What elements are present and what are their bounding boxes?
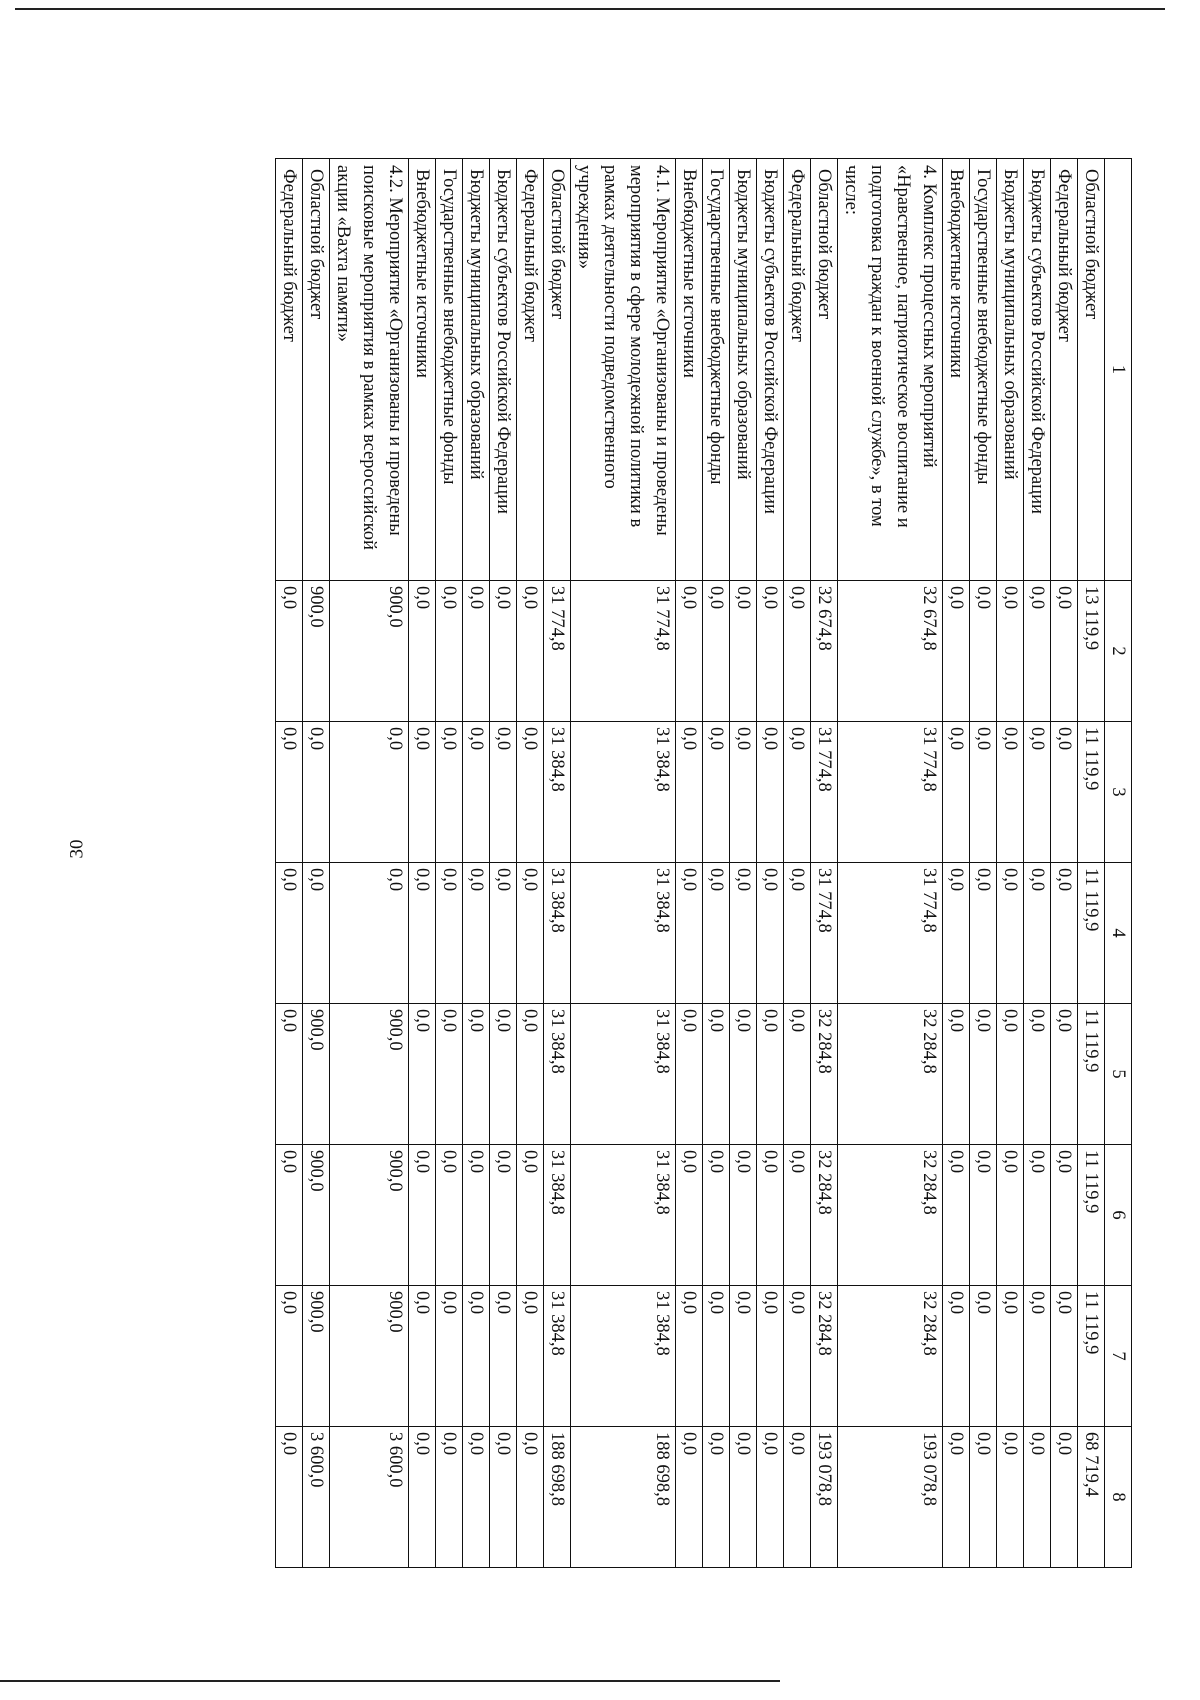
value-cell: 900,0 bbox=[330, 1145, 409, 1286]
value-cell: 31 384,8 bbox=[544, 863, 571, 1004]
row-label: Федеральный бюджет bbox=[1051, 159, 1078, 581]
value-cell: 0,0 bbox=[676, 581, 703, 722]
value-cell: 0,0 bbox=[276, 1286, 303, 1427]
table-row bbox=[757, 159, 784, 1568]
value-cell: 900,0 bbox=[303, 1004, 330, 1145]
value-cell: 31 774,8 bbox=[811, 863, 838, 1004]
table-row bbox=[303, 159, 330, 1568]
value-cell: 0,0 bbox=[436, 581, 463, 722]
value-cell: 0,0 bbox=[276, 722, 303, 863]
value-cell: 0,0 bbox=[1024, 1427, 1051, 1568]
value-cell: 0,0 bbox=[997, 581, 1024, 722]
value-cell: 0,0 bbox=[970, 581, 997, 722]
value-cell: 0,0 bbox=[490, 863, 517, 1004]
value-cell: 0,0 bbox=[490, 581, 517, 722]
value-cell: 0,0 bbox=[1051, 1145, 1078, 1286]
value-cell: 0,0 bbox=[997, 1145, 1024, 1286]
value-cell: 900,0 bbox=[330, 1286, 409, 1427]
value-cell: 188 698,8 bbox=[571, 1427, 676, 1568]
value-cell: 0,0 bbox=[1024, 1286, 1051, 1427]
row-label: 4.1. Мероприятие «Организованы и проведены мероприятия в сфере молодежной политики в рамках деятельности подведомственного учреждения» bbox=[571, 159, 676, 581]
value-cell: 0,0 bbox=[330, 722, 409, 863]
value-cell: 31 384,8 bbox=[544, 1286, 571, 1427]
row-label: Бюджеты субъектов Российской Федерации bbox=[490, 159, 517, 581]
value-cell: 0,0 bbox=[1024, 722, 1051, 863]
value-cell: 0,0 bbox=[303, 722, 330, 863]
value-cell: 0,0 bbox=[1051, 722, 1078, 863]
value-cell: 11 119,9 bbox=[1078, 863, 1105, 1004]
value-cell: 0,0 bbox=[1051, 1004, 1078, 1145]
value-cell: 900,0 bbox=[330, 1004, 409, 1145]
value-cell: 0,0 bbox=[970, 863, 997, 1004]
row-label: Бюджеты субъектов Российской Федерации bbox=[1024, 159, 1051, 581]
value-cell: 0,0 bbox=[730, 1145, 757, 1286]
row-label: Внебюджетные источники bbox=[676, 159, 703, 581]
row-label: Бюджеты муниципальных образований bbox=[997, 159, 1024, 581]
table-row bbox=[463, 159, 490, 1568]
table-row bbox=[409, 159, 436, 1568]
value-cell: 11 119,9 bbox=[1078, 722, 1105, 863]
value-cell: 0,0 bbox=[703, 1286, 730, 1427]
value-cell: 0,0 bbox=[757, 1004, 784, 1145]
value-cell: 0,0 bbox=[490, 1145, 517, 1286]
value-cell: 0,0 bbox=[970, 722, 997, 863]
row-label: Федеральный бюджет bbox=[276, 159, 303, 581]
value-cell: 0,0 bbox=[784, 1004, 811, 1145]
value-cell: 13 119,9 bbox=[1078, 581, 1105, 722]
row-label: Государственные внебюджетные фонды bbox=[970, 159, 997, 581]
value-cell: 0,0 bbox=[517, 1286, 544, 1427]
value-cell: 0,0 bbox=[730, 581, 757, 722]
value-cell: 0,0 bbox=[490, 1286, 517, 1427]
table-row bbox=[703, 159, 730, 1568]
value-cell: 0,0 bbox=[1024, 1004, 1051, 1145]
header-cell: 7 bbox=[1105, 1286, 1132, 1427]
value-cell: 0,0 bbox=[490, 722, 517, 863]
row-label: Областной бюджет bbox=[303, 159, 330, 581]
row-label: Бюджеты субъектов Российской Федерации bbox=[757, 159, 784, 581]
header-row bbox=[1105, 159, 1132, 1568]
table-row bbox=[330, 159, 409, 1568]
row-label: Федеральный бюджет bbox=[517, 159, 544, 581]
row-label: Государственные внебюджетные фонды bbox=[436, 159, 463, 581]
table-row bbox=[544, 159, 571, 1568]
value-cell: 0,0 bbox=[730, 1004, 757, 1145]
value-cell: 900,0 bbox=[303, 1145, 330, 1286]
row-label: Областной бюджет bbox=[544, 159, 571, 581]
value-cell: 0,0 bbox=[463, 1145, 490, 1286]
value-cell: 0,0 bbox=[676, 1427, 703, 1568]
value-cell: 0,0 bbox=[463, 581, 490, 722]
value-cell: 0,0 bbox=[409, 1004, 436, 1145]
value-cell: 0,0 bbox=[436, 1286, 463, 1427]
value-cell: 0,0 bbox=[676, 1145, 703, 1286]
value-cell: 0,0 bbox=[757, 1286, 784, 1427]
value-cell: 0,0 bbox=[703, 1004, 730, 1145]
value-cell: 0,0 bbox=[517, 722, 544, 863]
value-cell: 32 674,8 bbox=[838, 581, 943, 722]
value-cell: 0,0 bbox=[1024, 1145, 1051, 1286]
row-label: 4.2. Мероприятие «Организованы и проведены поисковые мероприятия в рамках всероссийской акции «Вахта памяти» bbox=[330, 159, 409, 581]
table-row bbox=[970, 159, 997, 1568]
value-cell: 68 719,4 bbox=[1078, 1427, 1105, 1568]
table-row bbox=[1024, 159, 1051, 1568]
value-cell: 0,0 bbox=[676, 722, 703, 863]
table-row bbox=[276, 159, 303, 1568]
value-cell: 31 384,8 bbox=[571, 1145, 676, 1286]
table-row bbox=[517, 159, 544, 1568]
value-cell: 0,0 bbox=[463, 1004, 490, 1145]
value-cell: 0,0 bbox=[970, 1004, 997, 1145]
value-cell: 3 600,0 bbox=[330, 1427, 409, 1568]
value-cell: 0,0 bbox=[997, 1427, 1024, 1568]
value-cell: 0,0 bbox=[517, 581, 544, 722]
value-cell: 31 384,8 bbox=[544, 1004, 571, 1145]
value-cell: 0,0 bbox=[784, 1286, 811, 1427]
value-cell: 0,0 bbox=[970, 1286, 997, 1427]
table-row bbox=[943, 159, 970, 1568]
value-cell: 0,0 bbox=[730, 1427, 757, 1568]
table-row bbox=[490, 159, 517, 1568]
value-cell: 0,0 bbox=[784, 863, 811, 1004]
value-cell: 0,0 bbox=[970, 1427, 997, 1568]
value-cell: 32 674,8 bbox=[811, 581, 838, 722]
value-cell: 0,0 bbox=[703, 581, 730, 722]
value-cell: 0,0 bbox=[997, 1004, 1024, 1145]
table-row bbox=[571, 159, 676, 1568]
value-cell: 32 284,8 bbox=[811, 1286, 838, 1427]
page-number: 30 bbox=[66, 839, 88, 859]
header-cell: 2 bbox=[1105, 581, 1132, 722]
value-cell: 0,0 bbox=[463, 863, 490, 1004]
value-cell: 31 774,8 bbox=[811, 722, 838, 863]
table-row bbox=[811, 159, 838, 1568]
value-cell: 3 600,0 bbox=[303, 1427, 330, 1568]
value-cell: 0,0 bbox=[436, 1004, 463, 1145]
header-cell: 1 bbox=[1105, 159, 1132, 581]
value-cell: 0,0 bbox=[703, 1145, 730, 1286]
value-cell: 32 284,8 bbox=[838, 1004, 943, 1145]
value-cell: 0,0 bbox=[943, 1427, 970, 1568]
header-cell: 6 bbox=[1105, 1145, 1132, 1286]
value-cell: 0,0 bbox=[409, 581, 436, 722]
value-cell: 31 384,8 bbox=[571, 1286, 676, 1427]
value-cell: 0,0 bbox=[943, 722, 970, 863]
row-label: 4. Комплекс процессных мероприятий «Нравственное, патриотическое воспитание и подготовка граждан к военной службе», в том числе: bbox=[838, 159, 943, 581]
value-cell: 0,0 bbox=[757, 722, 784, 863]
header-cell: 4 bbox=[1105, 863, 1132, 1004]
table-row bbox=[997, 159, 1024, 1568]
value-cell: 0,0 bbox=[1051, 1286, 1078, 1427]
value-cell: 0,0 bbox=[436, 1427, 463, 1568]
header-cell: 5 bbox=[1105, 1004, 1132, 1145]
value-cell: 0,0 bbox=[436, 863, 463, 1004]
value-cell: 0,0 bbox=[676, 863, 703, 1004]
value-cell: 0,0 bbox=[463, 1286, 490, 1427]
value-cell: 193 078,8 bbox=[811, 1427, 838, 1568]
value-cell: 32 284,8 bbox=[811, 1004, 838, 1145]
value-cell: 11 119,9 bbox=[1078, 1004, 1105, 1145]
value-cell: 0,0 bbox=[997, 1286, 1024, 1427]
value-cell: 31 384,8 bbox=[571, 722, 676, 863]
table-row bbox=[838, 159, 943, 1568]
value-cell: 0,0 bbox=[784, 1427, 811, 1568]
value-cell: 31 384,8 bbox=[544, 1145, 571, 1286]
value-cell: 32 284,8 bbox=[811, 1145, 838, 1286]
value-cell: 11 119,9 bbox=[1078, 1145, 1105, 1286]
value-cell: 0,0 bbox=[276, 1145, 303, 1286]
value-cell: 193 078,8 bbox=[838, 1427, 943, 1568]
value-cell: 0,0 bbox=[517, 863, 544, 1004]
value-cell: 900,0 bbox=[330, 581, 409, 722]
value-cell: 0,0 bbox=[276, 1427, 303, 1568]
value-cell: 0,0 bbox=[303, 863, 330, 1004]
value-cell: 900,0 bbox=[303, 581, 330, 722]
value-cell: 0,0 bbox=[409, 1286, 436, 1427]
value-cell: 0,0 bbox=[517, 1145, 544, 1286]
value-cell: 0,0 bbox=[784, 1145, 811, 1286]
value-cell: 0,0 bbox=[1024, 863, 1051, 1004]
value-cell: 0,0 bbox=[517, 1004, 544, 1145]
value-cell: 0,0 bbox=[943, 863, 970, 1004]
budget-table bbox=[275, 158, 1132, 1568]
row-label: Федеральный бюджет bbox=[784, 159, 811, 581]
value-cell: 0,0 bbox=[943, 1145, 970, 1286]
value-cell: 31 774,8 bbox=[544, 581, 571, 722]
header-cell: 8 bbox=[1105, 1427, 1132, 1568]
value-cell: 32 284,8 bbox=[838, 1145, 943, 1286]
row-label: Государственные внебюджетные фонды bbox=[703, 159, 730, 581]
top-rule bbox=[15, 8, 1165, 10]
table-body bbox=[276, 159, 1105, 1568]
row-label: Областной бюджет bbox=[1078, 159, 1105, 581]
value-cell: 0,0 bbox=[703, 1427, 730, 1568]
value-cell: 0,0 bbox=[409, 863, 436, 1004]
value-cell: 0,0 bbox=[784, 722, 811, 863]
value-cell: 0,0 bbox=[276, 581, 303, 722]
value-cell: 0,0 bbox=[330, 863, 409, 1004]
value-cell: 0,0 bbox=[703, 863, 730, 1004]
value-cell: 0,0 bbox=[703, 722, 730, 863]
value-cell: 32 284,8 bbox=[838, 1286, 943, 1427]
table-row bbox=[676, 159, 703, 1568]
table-row bbox=[436, 159, 463, 1568]
value-cell: 0,0 bbox=[676, 1004, 703, 1145]
bottom-rule bbox=[0, 1680, 780, 1682]
value-cell: 0,0 bbox=[490, 1004, 517, 1145]
value-cell: 0,0 bbox=[757, 1145, 784, 1286]
value-cell: 31 774,8 bbox=[571, 581, 676, 722]
value-cell: 0,0 bbox=[517, 1427, 544, 1568]
row-label: Бюджеты муниципальных образований bbox=[463, 159, 490, 581]
value-cell: 0,0 bbox=[1051, 1427, 1078, 1568]
value-cell: 31 384,8 bbox=[571, 863, 676, 1004]
value-cell: 0,0 bbox=[997, 722, 1024, 863]
value-cell: 0,0 bbox=[409, 722, 436, 863]
value-cell: 0,0 bbox=[463, 1427, 490, 1568]
table-row bbox=[1051, 159, 1078, 1568]
value-cell: 31 774,8 bbox=[838, 722, 943, 863]
value-cell: 0,0 bbox=[276, 1004, 303, 1145]
value-cell: 0,0 bbox=[784, 581, 811, 722]
value-cell: 0,0 bbox=[757, 1427, 784, 1568]
table-row bbox=[730, 159, 757, 1568]
value-cell: 31 774,8 bbox=[838, 863, 943, 1004]
row-label: Областной бюджет bbox=[811, 159, 838, 581]
value-cell: 188 698,8 bbox=[544, 1427, 571, 1568]
value-cell: 900,0 bbox=[303, 1286, 330, 1427]
row-label: Внебюджетные источники bbox=[943, 159, 970, 581]
value-cell: 0,0 bbox=[997, 863, 1024, 1004]
value-cell: 0,0 bbox=[943, 1286, 970, 1427]
value-cell: 0,0 bbox=[409, 1427, 436, 1568]
table-row bbox=[784, 159, 811, 1568]
budget-table-container bbox=[132, 158, 1132, 1568]
value-cell: 0,0 bbox=[757, 581, 784, 722]
value-cell: 0,0 bbox=[943, 1004, 970, 1145]
value-cell: 0,0 bbox=[730, 722, 757, 863]
value-cell: 0,0 bbox=[730, 1286, 757, 1427]
value-cell: 0,0 bbox=[409, 1145, 436, 1286]
value-cell: 0,0 bbox=[757, 863, 784, 1004]
value-cell: 0,0 bbox=[970, 1145, 997, 1286]
value-cell: 0,0 bbox=[436, 722, 463, 863]
value-cell: 31 384,8 bbox=[571, 1004, 676, 1145]
value-cell: 0,0 bbox=[1051, 863, 1078, 1004]
row-label: Бюджеты муниципальных образований bbox=[730, 159, 757, 581]
value-cell: 31 384,8 bbox=[544, 722, 571, 863]
value-cell: 0,0 bbox=[1051, 581, 1078, 722]
header-cell: 3 bbox=[1105, 722, 1132, 863]
value-cell: 0,0 bbox=[676, 1286, 703, 1427]
row-label: Внебюджетные источники bbox=[409, 159, 436, 581]
table-row bbox=[1078, 159, 1105, 1568]
value-cell: 0,0 bbox=[436, 1145, 463, 1286]
value-cell: 0,0 bbox=[463, 722, 490, 863]
value-cell: 0,0 bbox=[730, 863, 757, 1004]
value-cell: 0,0 bbox=[490, 1427, 517, 1568]
value-cell: 0,0 bbox=[276, 863, 303, 1004]
value-cell: 11 119,9 bbox=[1078, 1286, 1105, 1427]
value-cell: 0,0 bbox=[943, 581, 970, 722]
value-cell: 0,0 bbox=[1024, 581, 1051, 722]
